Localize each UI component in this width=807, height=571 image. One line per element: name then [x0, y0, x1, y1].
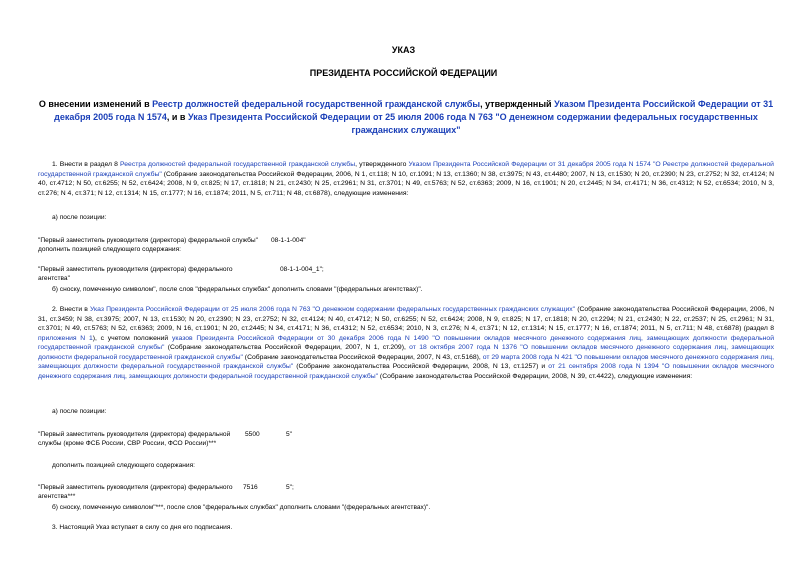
p2-text: (Собрание законодательства Российской Федерации, 2007, N 43, ст.5168),	[242, 353, 483, 361]
title-link-decree-1574[interactable]: Указом Президента Российской Федерации от 31 декабря 2005 года N 1574	[54, 99, 774, 122]
p2-link-decree-1376[interactable]: от 18 октября 2007 года N 1376 "О повышении окладов месячного денежного содержания лиц, замещающих должности федеральной государственной гражданской службы"	[38, 344, 774, 361]
p2-text: (Собрание законодательства Российской Федерации, 2008, N 39, ст.4422), следующие изменения:	[378, 372, 693, 380]
title-text: , и в	[166, 112, 188, 122]
p2-link-decree-763[interactable]: Указ Президента Российской Федерации от 25 июля 2006 года N 763 "О денежном содержании федеральных государственных гражданских служащих"	[90, 306, 576, 313]
p2-link-appendix-1[interactable]: приложения N 1	[38, 334, 93, 342]
p1a-label: а) после позиции:	[52, 214, 107, 221]
p2-text: (Собрание законодательства Российской Федерации, 2006, N 31, ст.3459; N 38, ст.3975; 2007, N 13, ст.1530; N 20, ст.2390; N 23, ст.2752; N 32, ст.4124; N 40, ст.4712; N 50, ст.6255; N 52, ст.6424; 2008, N 9, ст.825; N 17, ст.1818; N 20, ст.2294; N 21, ст.2430; N 22, ст.2537; N 25, ст.2961; N 31, ст.3701; N 49, ст.5763; N 52, ст.6363; 2009, N 16, ст.1901; N 20, ст.2445; N 34, ст.4171; N 36, ст.4312; N 52, ст.6534; 2010, N 3, ст.276; N 4, ст.371; N 12, ст.1314; N 15, ст.1777; N 16, ст.1874; 2011, N 5, ст.711; N 48, ст.6878) (раздел 8	[38, 306, 774, 332]
title-text: О внесении изменений в	[38, 99, 153, 109]
p2-text: (Собрание законодательства Российской Федерации, 2007, N 1, ст.209),	[164, 344, 410, 351]
title-text: , утвержденный	[480, 99, 555, 109]
p2b-text: б) сноску, помеченную символом"***, после слов "федеральных службах" дополнить словами "(федеральных агентствах)".	[52, 504, 431, 511]
p2a-new-name-line2: агентства***	[38, 493, 76, 500]
p1-link-decree-1574[interactable]: Указом Президента Российской Федерации от 31 декабря 2005 года N 1574 "О Реестре должностей федеральной государственной гражданской службы"	[38, 161, 774, 178]
p2a-position-percent: 5"	[286, 431, 293, 438]
p1a-position-code: 08-1-1-004"	[271, 237, 306, 244]
p2-link-decree-1394[interactable]: от 21 сентября 2008 года N 1394 "О повышении окладов месячного денежного содержания лиц, замещающих должности федеральной государственной гражданской службы"	[38, 363, 774, 380]
p2a-position-value: 5500	[245, 431, 260, 438]
p1a-position-name: "Первый заместитель руководителя (директора) федеральной службы"	[38, 237, 258, 244]
p1-text: 1. Внести в раздел 8	[52, 161, 121, 168]
p1b-text: б) сноску, помеченную символом", после слов "федеральных службах" дополнить словами "(федеральных агентствах)".	[52, 286, 423, 293]
p2-link-decree-421[interactable]: от 29 марта 2008 года N 421 "О повышении окладов месячного денежного содержания лиц, замещающих должности федеральной государственной гражданской службы"	[38, 353, 774, 370]
paragraph-2	[38, 305, 774, 381]
p1-text: (Собрание законодательства Российской Федерации, 2006, N 1, ст.118; N 10, ст.1091; N 13, ст.1360; N 38, ст.3975; N 43, ст.4480; 2007, N 13, ст.1530; N 20, ст.2390; N 23, ст.2752; N 32, ст.4124; N 40, ст.4712; N 50, ст.6255; N 52, ст.6424; 2008, N 9, ст.825; N 17, ст.1818; N 21, ст.2430; N 25, ст.2961; N 31, ст.3701; N 49, ст.5763; N 52, ст.6363; 2009, N 16, ст.1901; N 20, ст.2445; N 34, ст.4171; N 36, ст.4312; N 52, ст.6534; 2010, N 3, ст.276; N 4, ст.371; N 12, ст.1314; N 15, ст.1777; N 16, ст.1874; 2011, N 5, ст.711; N 48, ст.6878), следующие изменения:	[38, 170, 774, 197]
p2a-new-percent: 5";	[286, 484, 294, 491]
paragraph-3: 3. Настоящий Указ вступает в силу со дня его подписания.	[52, 524, 233, 531]
p1a-new-code: 08-1-1-004_1";	[280, 266, 324, 273]
doc-type-heading: УКАЗ	[391, 45, 416, 55]
p2a-new-value: 7516	[243, 484, 258, 491]
p1-link-registry[interactable]: Реестра должностей федеральной государственной гражданской службы	[120, 161, 356, 168]
paragraph-1	[38, 160, 774, 198]
p1a-new-name-line2: агентства"	[38, 275, 70, 282]
p2-text: ), с учетом положений	[92, 334, 172, 342]
p2a-position-name-line1: "Первый заместитель руководителя (директора) федеральной	[38, 431, 231, 438]
p2-text: (Собрание законодательства Российской Федерации, 2008, N 13, ст.1257) и	[293, 363, 549, 370]
issuer-heading: ПРЕЗИДЕНТА РОССИЙСКОЙ ФЕДЕРАЦИИ	[309, 68, 498, 78]
p1a-add-text: дополнить позицией следующего содержания:	[38, 246, 181, 253]
p2a-position-name-line2: службы (кроме ФСБ России, СВР России, ФСО России)***	[38, 440, 217, 447]
document-title	[38, 98, 774, 137]
title-link-registry[interactable]: Реестр должностей федеральной государственной гражданской службы	[152, 99, 481, 109]
p2a-label: а) после позиции:	[52, 408, 107, 415]
p1-text: , утвержденного	[355, 161, 409, 168]
p2-text: 2. Внести в	[52, 306, 90, 313]
p2a-new-name-line1: "Первый заместитель руководителя (директора) федерального	[38, 484, 233, 491]
p1a-new-name-line1: "Первый заместитель руководителя (директора) федерального	[38, 266, 233, 273]
title-link-decree-763[interactable]: Указ Президента Российской Федерации от 25 июля 2006 года N 763 "О денежном содержании федеральных государственных гражданских служащих"	[187, 112, 758, 135]
p2-link-decree-1490[interactable]: указов Президента Российской Федерации от 30 декабря 2006 года N 1490 "О повышении окладов месячного денежного содержания лиц, замещающих должности федеральной государственной гражданской службы"	[38, 334, 774, 351]
p2a-add-text: дополнить позицией следующего содержания:	[52, 462, 195, 469]
